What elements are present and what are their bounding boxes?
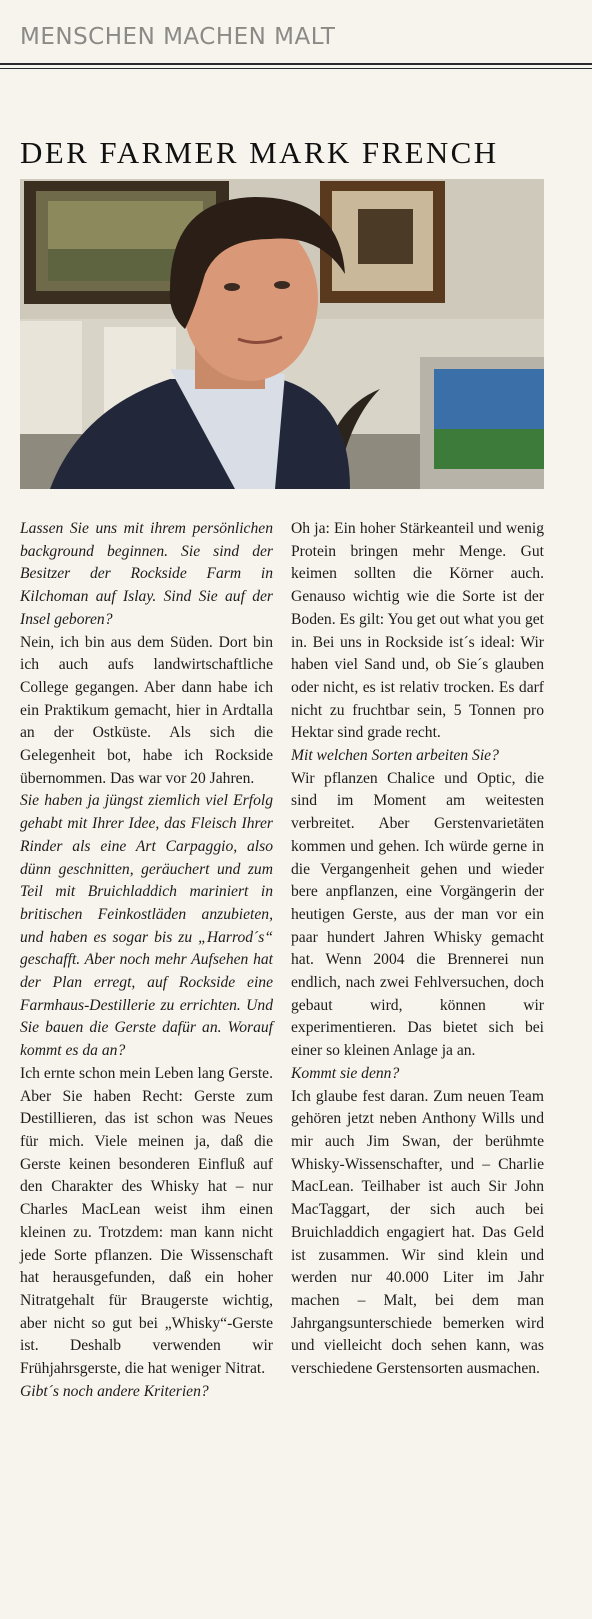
interview-question: Gibt´s noch andere Kriterien?	[20, 1382, 209, 1400]
interview-answer: Ich glaube fest daran. Zum neuen Team gehören jetzt neben Anthony Wills und mir auch Jim Swan, der berühmte Whisky-Wissenschafter, und – Charlie MacLean. Teilhaber ist auch Sir John MacTaggart, der sich auch bei Bruichladdich engagiert hat. Das Geld ist zusammen. Wir sind klein und werden nur 40.000 Liter im Jahr machen – Malt, bei dem man Jahrgangsunterschiede bemerken wird und vielleicht doch sehen kann, was verschiedene Gerstensorten ausmachen.	[291, 1087, 544, 1378]
interview-question: Lassen Sie uns mit ihrem persönlichen background beginnen. Sie sind der Besitzer der Rockside Farm in Kilchoman auf Islay. Sind Sie auf der Insel geboren?	[20, 520, 273, 628]
article-body	[20, 518, 544, 1403]
right-column	[291, 518, 544, 1403]
interview-question: Sie haben ja jüngst ziemlich viel Erfolg gehabt mit Ihrer Idee, das Fleisch Ihrer Rinder als eine Art Carpaggio, also dünn geschnitten, geräuchert und zum Teil mit Bruichladdich mariniert in britischen Feinkostläden anzubieten, und haben es sogar bis zu „Harrod´s“ geschafft. Aber noch mehr Aufsehen hat der Plan erregt, auf Rockside eine Farmhaus-Destillerie zu errichten. Und Sie bauen die Gerste dafür an. Worauf kommt es da an?	[20, 792, 273, 1060]
article-title: DER FARMER MARK FRENCH	[20, 135, 499, 170]
interview-question: Kommt sie denn?	[291, 1064, 400, 1082]
header-rule-thin	[0, 68, 592, 69]
interview-question: Mit welchen Sorten arbeiten Sie?	[291, 747, 499, 765]
portrait-photo	[20, 179, 544, 489]
left-column	[20, 518, 273, 1403]
interview-answer: Ich ernte schon mein Leben lang Gerste. Aber Sie haben Recht: Gerste zum Destillieren, das ist schon was Neues für mich. Viele meinen ja, daß die Gerste keinen besonderen Einfluß auf den Charakter des Whisky hat – nur Charles MacLean weist ihm einen kleinen zu. Trotzdem: man kann nicht jede Sorte pflanzen. Die Wissenschaft hat herausgefunden, daß ein hoher Nitratgehalt für Braugerste wichtig, aber nicht so gut bei „Whisky“-Gerste ist. Deshalb verwenden wir Frühjahrsgerste, die hat weniger Nitrat.	[20, 1064, 273, 1378]
interview-answer: Oh ja: Ein hoher Stärkeanteil und wenig Protein bringen mehr Menge. Gut keimen sollten die Körner auch. Genauso wichtig wie die Sorte ist der Boden. Es gilt: You get out what you get in. Bei uns in Rockside ist´s ideal: Wir haben viel Sand und, ob Sie´s glauben oder nicht, es ist relativ trocken. Es darf nicht zu fruchtbar sein, 5 Tonnen pro Hektar sind grade recht.	[291, 520, 544, 742]
section-header: MENSCHEN MACHEN MALT	[20, 24, 336, 50]
header-rule	[0, 63, 592, 65]
interview-answer: Wir pflanzen Chalice und Optic, die sind im Moment am weitesten verbreitet. Aber Gerstenvarietäten kommen und gehen. Ich würde gerne in die Vergangenheit gehen und wieder bere anpflanzen, eine Vorgängerin der heutigen Gerste, aus der man vor ein paar hundert Jahren Whisky gemacht hat. Wenn 2004 die Brennerei nun endlich, nach zwei Fehlversuchen, doch gebaut wird, können wir experimentieren. Das bietet sich bei einer so kleinen Anlage ja an.	[291, 769, 544, 1060]
interview-answer: Nein, ich bin aus dem Süden. Dort bin ich auch aufs landwirtschaftliche College gegangen. Aber dann habe ich ein Praktikum gemacht, hier in Ardtalla an der Ostküste. Als sich die Gelegenheit bot, habe ich Rockside übernommen. Das war vor 20 Jahren.	[20, 633, 273, 787]
